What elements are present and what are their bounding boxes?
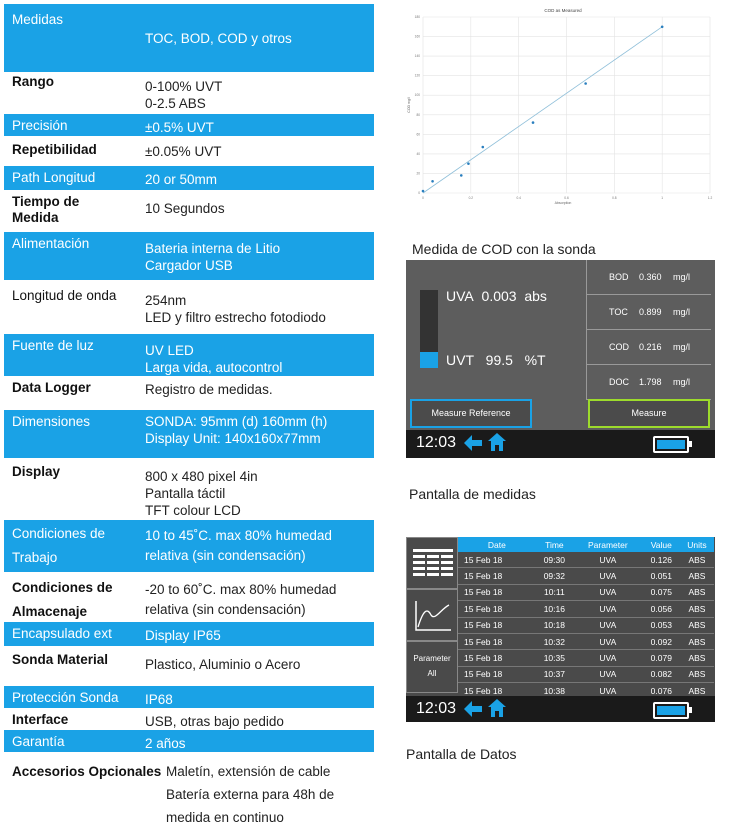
table-cell: 10:35	[536, 650, 573, 666]
x-tick-label: 1.2	[707, 196, 713, 200]
reading-name: BOD	[609, 272, 629, 282]
spec-row	[4, 334, 374, 376]
table-cell: 15 Feb 18	[458, 617, 536, 633]
table-cell: UVA	[573, 633, 643, 649]
status-bar	[406, 696, 715, 722]
spec-value: 2 años	[145, 736, 186, 751]
reading-row	[586, 365, 711, 400]
spec-label: Fuente de luz	[12, 338, 94, 353]
spec-row	[4, 410, 374, 458]
spec-value: Plastico, Aluminio o Acero	[145, 657, 301, 672]
table-cell: 15 Feb 18	[458, 552, 536, 568]
spec-label: Repetibilidad	[12, 142, 97, 157]
spec-row	[4, 4, 374, 72]
reading-row	[586, 330, 711, 365]
table-cell: UVA	[573, 666, 643, 682]
spec-value: ±0.05% UVT	[145, 144, 222, 159]
graph-icon	[415, 601, 451, 631]
spec-value: Registro de medidas.	[145, 382, 273, 397]
table-cell: 15 Feb 18	[458, 584, 536, 600]
spec-value: 10 to 45˚C. max 80% humedad relativa (sin condensación)	[145, 528, 332, 563]
table-cell: 15 Feb 18	[458, 683, 536, 699]
measure-label: Measure	[631, 408, 667, 418]
spec-label: Longitud de onda	[12, 288, 117, 303]
spec-row	[4, 70, 374, 120]
table-row[interactable]	[458, 552, 714, 568]
reading-value: 1.798	[639, 377, 662, 387]
x-tick-label: 1	[661, 196, 664, 200]
table-cell: 09:32	[536, 568, 573, 584]
measure-reference-label: Measure Reference	[431, 408, 511, 418]
table-cell: 0.126	[643, 552, 680, 568]
reading-unit: mg/l	[673, 272, 691, 282]
uva-unit: abs	[524, 288, 547, 304]
table-cell: ABS	[680, 683, 714, 699]
table-cell: 15 Feb 18	[458, 601, 536, 617]
uva-value: 0.003	[481, 288, 517, 304]
table-row[interactable]	[458, 584, 714, 600]
chart-xlabel: Absorption	[554, 201, 572, 205]
chart-ylabel: COD mg/l	[407, 97, 411, 113]
spec-row	[4, 232, 374, 280]
table-cell: 0.076	[643, 683, 680, 699]
table-cell: 10:38	[536, 683, 573, 699]
table-cell: 09:30	[536, 552, 573, 568]
table-row[interactable]	[458, 601, 714, 617]
reading-value: 0.899	[639, 307, 662, 317]
spec-value: 0-100% UVT 0-2.5 ABS	[145, 79, 223, 111]
spec-label: Garantía	[12, 734, 65, 749]
table-cell: ABS	[680, 552, 714, 568]
table-cell: 0.092	[643, 633, 680, 649]
column-header[interactable]: Parameter	[573, 537, 643, 552]
chart-title: COD as Measured	[544, 8, 582, 13]
y-tick-label: 180	[414, 15, 420, 19]
parameter-value: All	[427, 669, 437, 678]
column-header[interactable]: Time	[536, 537, 573, 552]
spec-row	[4, 166, 374, 190]
chart-caption: Medida de COD con la sonda	[412, 241, 596, 257]
y-tick-label: 160	[414, 34, 420, 39]
y-tick-label: 60	[416, 132, 420, 137]
y-tick-label: 80	[416, 112, 420, 117]
uvt-value: 99.5	[485, 352, 513, 368]
table-cell: UVA	[573, 650, 643, 666]
uva-label: UVA	[446, 288, 474, 304]
spec-row	[4, 114, 374, 136]
table-cell: ABS	[680, 633, 714, 649]
table-cell: 0.056	[643, 601, 680, 617]
spec-value: TOC, BOD, COD y otros	[145, 31, 292, 46]
spec-row	[4, 754, 374, 830]
spec-label: Dimensiones	[12, 414, 91, 429]
reading-name: TOC	[609, 307, 628, 317]
data-screen	[406, 537, 715, 722]
data-point	[431, 180, 434, 183]
spec-label: Alimentación	[12, 236, 90, 251]
measure-reference-button[interactable]	[410, 399, 532, 428]
back-arrow-icon[interactable]	[464, 701, 482, 717]
data-point	[422, 190, 425, 193]
spec-label: Path Longitud	[12, 170, 96, 185]
spec-row	[4, 648, 374, 684]
table-cell: ABS	[680, 666, 714, 682]
table-cell: UVA	[573, 617, 643, 633]
data-caption: Pantalla de Datos	[406, 746, 517, 762]
data-table	[458, 537, 714, 700]
cod-chart	[405, 5, 715, 210]
x-tick-label: 0.4	[516, 196, 521, 200]
table-cell: ABS	[680, 650, 714, 666]
spec-value: Display IP65	[145, 628, 221, 643]
spec-row	[4, 574, 374, 622]
spec-label: Data Logger	[12, 380, 91, 395]
clock: 12:03	[416, 434, 457, 451]
reading-value: 0.360	[639, 272, 662, 282]
spec-label: Rango	[12, 74, 54, 89]
table-cell: UVA	[573, 552, 643, 568]
data-point	[467, 162, 470, 165]
data-point	[584, 82, 587, 85]
spec-value: UV LED Larga vida, autocontrol	[145, 343, 283, 375]
table-row[interactable]	[458, 633, 714, 649]
graph-view-button[interactable]	[406, 589, 458, 641]
table-cell: UVA	[573, 683, 643, 699]
table-cell: 10:16	[536, 601, 573, 617]
spec-value: USB, otras bajo pedido	[145, 714, 284, 729]
fit-line	[423, 27, 662, 193]
y-tick-label: 120	[414, 73, 420, 78]
table-cell: ABS	[680, 601, 714, 617]
table-cell: 0.082	[643, 666, 680, 682]
uvt-label: UVT	[446, 352, 474, 368]
spec-row	[4, 460, 374, 518]
x-tick-label: 0.8	[612, 196, 617, 200]
y-tick-label: 20	[416, 171, 420, 176]
table-cell: 10:11	[536, 584, 573, 600]
parameter-label: Parameter	[413, 654, 451, 663]
table-cell: 15 Feb 18	[458, 633, 536, 649]
table-row[interactable]	[458, 568, 714, 584]
uvt-unit: %T	[524, 352, 546, 368]
data-point	[481, 146, 484, 149]
table-cell: 0.051	[643, 568, 680, 584]
measure-screen	[406, 260, 715, 458]
reading-name: DOC	[609, 377, 629, 387]
table-cell: ABS	[680, 568, 714, 584]
table-cell: 10:37	[536, 666, 573, 682]
spec-value: 800 x 480 pixel 4in Pantalla táctil TFT colour LCD	[145, 469, 258, 518]
table-cell: 10:32	[536, 633, 573, 649]
table-cell: UVA	[573, 601, 643, 617]
table-row[interactable]	[458, 650, 714, 666]
spec-row	[4, 622, 374, 646]
table-cell: ABS	[680, 584, 714, 600]
spec-row	[4, 190, 374, 230]
table-cell: 0.053	[643, 617, 680, 633]
spec-value: SONDA: 95mm (d) 160mm (h) Display Unit: 140x160x77mm	[145, 414, 328, 446]
spec-label: Medidas	[12, 12, 64, 27]
table-cell: ABS	[680, 617, 714, 633]
parameter-filter[interactable]	[406, 641, 458, 693]
reading-row	[586, 260, 711, 295]
x-tick-label: 0	[422, 196, 424, 200]
y-tick-label: 0	[418, 191, 420, 195]
reading-value: 0.216	[639, 342, 662, 352]
data-point	[661, 25, 664, 28]
spec-row	[4, 686, 374, 708]
reading-unit: mg/l	[673, 377, 691, 387]
x-tick-label: 0.2	[468, 196, 474, 200]
spec-row	[4, 284, 374, 332]
table-cell: UVA	[573, 584, 643, 600]
battery-icon	[653, 436, 689, 453]
spec-label: Protección Sonda	[12, 690, 119, 705]
home-icon[interactable]	[488, 433, 506, 451]
y-tick-label: 100	[414, 93, 420, 98]
table-cell: 10:18	[536, 617, 573, 633]
back-arrow-icon[interactable]	[464, 435, 482, 451]
spec-label: Tiempo de Medida	[12, 194, 80, 225]
clock: 12:03	[416, 700, 457, 717]
table-cell: 15 Feb 18	[458, 666, 536, 682]
spec-value: IP68	[145, 692, 173, 707]
spec-value: Maletín, extensión de cable Batería externa para 48h de medida en continuo	[166, 764, 335, 825]
table-row[interactable]	[458, 666, 714, 682]
spec-label: Sonda Material	[12, 652, 109, 667]
column-header[interactable]: Value	[643, 537, 680, 552]
spec-label: Condiciones de Almacenaje	[12, 580, 113, 619]
spec-label: Interface	[12, 712, 69, 727]
list-view-button[interactable]	[406, 537, 458, 589]
reading-unit: mg/l	[673, 342, 691, 352]
spec-value: 254nm LED y filtro estrecho fotodiodo	[145, 293, 326, 325]
spec-label: Accesorios Opcionales	[12, 764, 162, 779]
spec-row	[4, 138, 374, 164]
table-cell: 0.075	[643, 584, 680, 600]
spec-value: 10 Segundos	[145, 201, 225, 216]
x-tick-label: 0.6	[564, 196, 569, 200]
list-icon	[413, 549, 453, 579]
table-cell: 15 Feb 18	[458, 650, 536, 666]
spec-label: Encapsulado ext	[12, 626, 112, 641]
spec-row	[4, 520, 374, 572]
spec-value: 20 or 50mm	[145, 172, 218, 187]
spec-label: Condiciones de Trabajo	[12, 526, 106, 565]
battery-icon	[653, 702, 689, 719]
spec-value: ±0.5% UVT	[145, 120, 214, 135]
table-cell: UVA	[573, 568, 643, 584]
spec-label: Display	[12, 464, 61, 479]
reading-name: COD	[609, 342, 629, 352]
table-row[interactable]	[458, 617, 714, 633]
uvt-level-bar	[420, 290, 438, 368]
spec-value: Bateria interna de Litio Cargador USB	[145, 241, 281, 273]
spec-value: -20 to 60˚C. max 80% humedad relativa (sin condensación)	[145, 582, 337, 617]
table-cell: 0.079	[643, 650, 680, 666]
data-point	[460, 174, 463, 177]
data-point	[532, 121, 535, 124]
spec-row	[4, 708, 374, 730]
spec-row	[4, 376, 374, 406]
reading-row	[586, 295, 711, 330]
measure-button[interactable]	[588, 399, 710, 428]
column-header[interactable]: Units	[680, 537, 714, 552]
table-cell: 15 Feb 18	[458, 568, 536, 584]
spec-row	[4, 730, 374, 752]
measure-caption: Pantalla de medidas	[409, 486, 536, 502]
status-bar	[406, 430, 715, 458]
column-header[interactable]: Date	[458, 537, 536, 552]
home-icon[interactable]	[488, 699, 506, 717]
uvt-level-fill	[420, 352, 438, 368]
reading-unit: mg/l	[673, 307, 691, 317]
spec-label: Precisión	[12, 118, 68, 133]
y-tick-label: 40	[416, 151, 420, 156]
y-tick-label: 140	[414, 54, 420, 59]
